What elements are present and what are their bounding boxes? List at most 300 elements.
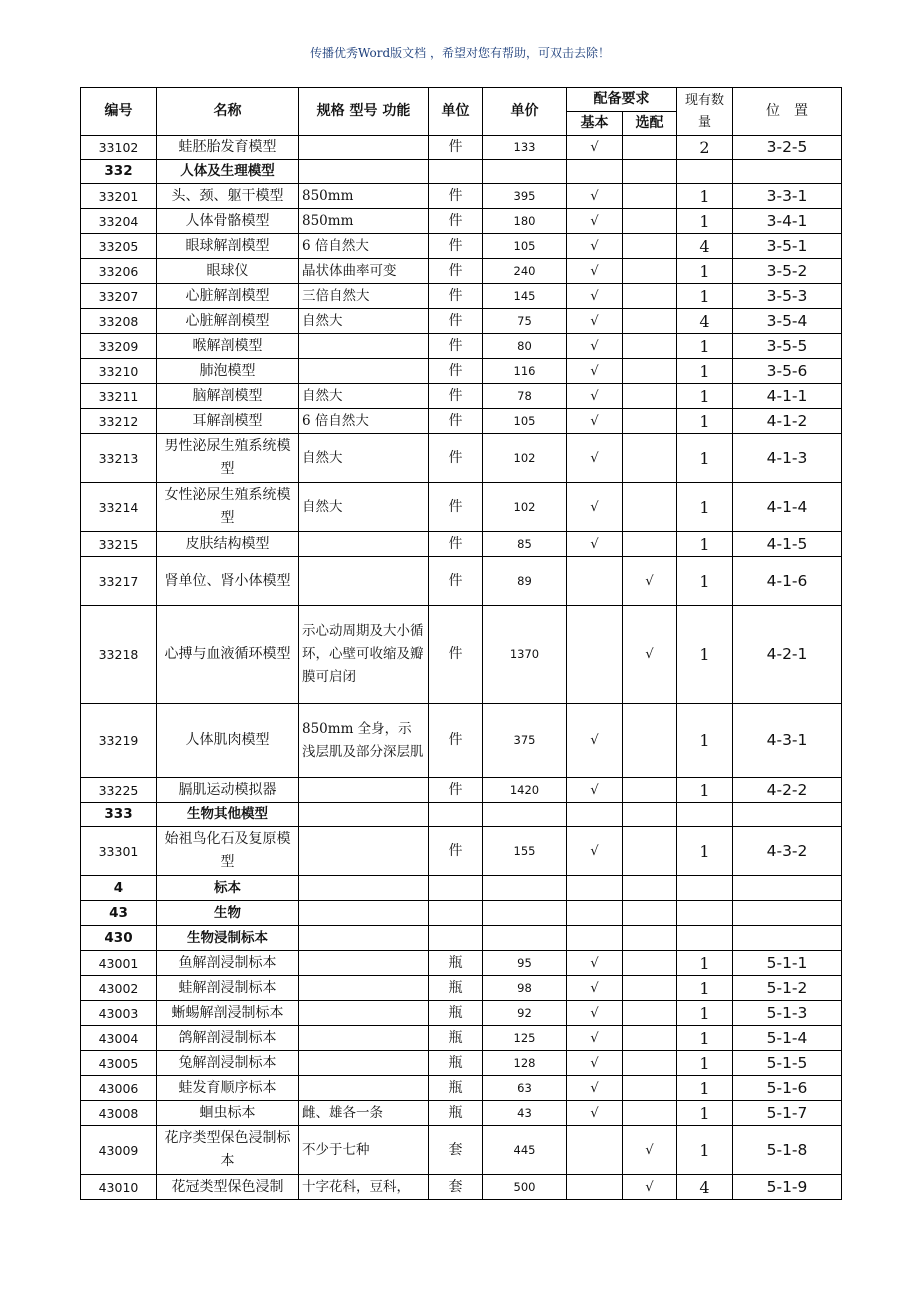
price-cell xyxy=(483,876,567,901)
unit-cell: 件 xyxy=(429,827,483,876)
name-cell: 花冠类型保色浸制 xyxy=(157,1175,299,1200)
position-cell: 5-1-5 xyxy=(733,1051,842,1076)
header-quantity: 现有数量 xyxy=(677,88,733,136)
basic-check-cell: √ xyxy=(567,951,623,976)
name-cell: 蛙发育顺序标本 xyxy=(157,1076,299,1101)
basic-check-cell: √ xyxy=(567,234,623,259)
spec-cell xyxy=(299,1076,429,1101)
quantity-cell: 1 xyxy=(677,532,733,557)
price-cell: 92 xyxy=(483,1001,567,1026)
spec-cell xyxy=(299,976,429,1001)
quantity-cell xyxy=(677,803,733,827)
spec-cell: 十字花科，豆科， xyxy=(299,1175,429,1200)
page-banner: 传播优秀Word版文档 ，希望对您有帮助，可双击去除！ xyxy=(310,46,610,60)
header-basic: 基本 xyxy=(567,112,623,136)
quantity-cell: 1 xyxy=(677,557,733,606)
table-row xyxy=(81,1001,842,1026)
inventory-table xyxy=(80,87,842,1200)
code-cell: 33205 xyxy=(81,234,157,259)
table-row xyxy=(81,209,842,234)
optional-check-cell: √ xyxy=(623,1175,677,1200)
unit-cell: 瓶 xyxy=(429,976,483,1001)
table-row xyxy=(81,951,842,976)
price-cell: 180 xyxy=(483,209,567,234)
code-cell: 43 xyxy=(81,901,157,926)
code-cell: 33219 xyxy=(81,704,157,778)
name-cell: 皮肤结构模型 xyxy=(157,532,299,557)
table-row xyxy=(81,409,842,434)
table-row xyxy=(81,1101,842,1126)
unit-cell: 件 xyxy=(429,532,483,557)
position-cell: 4-1-4 xyxy=(733,483,842,532)
code-cell: 33215 xyxy=(81,532,157,557)
header-price: 单价 xyxy=(483,88,567,136)
position-cell xyxy=(733,901,842,926)
basic-check-cell: √ xyxy=(567,136,623,160)
position-cell: 3-5-6 xyxy=(733,359,842,384)
unit-cell: 件 xyxy=(429,184,483,209)
optional-check-cell xyxy=(623,827,677,876)
quantity-cell xyxy=(677,876,733,901)
quantity-cell: 1 xyxy=(677,209,733,234)
optional-check-cell xyxy=(623,184,677,209)
position-cell: 5-1-7 xyxy=(733,1101,842,1126)
name-cell: 耳解剖模型 xyxy=(157,409,299,434)
code-cell: 43010 xyxy=(81,1175,157,1200)
code-cell: 43008 xyxy=(81,1101,157,1126)
basic-check-cell: √ xyxy=(567,284,623,309)
table-row xyxy=(81,1076,842,1101)
unit-cell: 瓶 xyxy=(429,1001,483,1026)
code-cell: 33208 xyxy=(81,309,157,334)
price-cell: 75 xyxy=(483,309,567,334)
position-cell: 3-5-5 xyxy=(733,334,842,359)
name-cell: 生物浸制标本 xyxy=(157,926,299,951)
spec-cell: 示心动周期及大小循环，心壁可收缩及瓣膜可启闭 xyxy=(299,606,429,704)
basic-check-cell: √ xyxy=(567,409,623,434)
spec-cell xyxy=(299,951,429,976)
quantity-cell: 1 xyxy=(677,827,733,876)
price-cell: 375 xyxy=(483,704,567,778)
unit-cell: 件 xyxy=(429,259,483,284)
position-cell: 3-5-3 xyxy=(733,284,842,309)
name-cell: 头、颈、躯干模型 xyxy=(157,184,299,209)
quantity-cell: 1 xyxy=(677,284,733,309)
price-cell: 128 xyxy=(483,1051,567,1076)
optional-check-cell xyxy=(623,234,677,259)
basic-check-cell xyxy=(567,606,623,704)
position-cell: 4-1-1 xyxy=(733,384,842,409)
optional-check-cell xyxy=(623,976,677,1001)
optional-check-cell xyxy=(623,1076,677,1101)
code-cell: 43001 xyxy=(81,951,157,976)
basic-check-cell: √ xyxy=(567,778,623,803)
quantity-cell: 1 xyxy=(677,704,733,778)
code-cell: 332 xyxy=(81,160,157,184)
quantity-cell xyxy=(677,901,733,926)
table-row xyxy=(81,1175,842,1200)
basic-check-cell: √ xyxy=(567,334,623,359)
basic-check-cell: √ xyxy=(567,1026,623,1051)
spec-cell xyxy=(299,160,429,184)
basic-check-cell: √ xyxy=(567,1101,623,1126)
basic-check-cell: √ xyxy=(567,209,623,234)
unit-cell: 瓶 xyxy=(429,951,483,976)
unit-cell: 套 xyxy=(429,1175,483,1200)
unit-cell: 件 xyxy=(429,359,483,384)
quantity-cell: 1 xyxy=(677,434,733,483)
spec-cell xyxy=(299,901,429,926)
spec-cell xyxy=(299,532,429,557)
optional-check-cell: √ xyxy=(623,1126,677,1175)
table-row xyxy=(81,334,842,359)
quantity-cell: 2 xyxy=(677,136,733,160)
unit-cell xyxy=(429,160,483,184)
unit-cell: 件 xyxy=(429,284,483,309)
position-cell: 4-1-6 xyxy=(733,557,842,606)
position-cell: 4-1-2 xyxy=(733,409,842,434)
basic-check-cell: √ xyxy=(567,827,623,876)
unit-cell xyxy=(429,901,483,926)
unit-cell: 件 xyxy=(429,557,483,606)
price-cell: 116 xyxy=(483,359,567,384)
quantity-cell: 1 xyxy=(677,606,733,704)
name-cell: 人体肌肉模型 xyxy=(157,704,299,778)
spec-cell: 6 倍自然大 xyxy=(299,409,429,434)
unit-cell: 瓶 xyxy=(429,1101,483,1126)
table-row xyxy=(81,384,842,409)
header-spec: 规格 型号 功能 xyxy=(299,88,429,136)
quantity-cell: 1 xyxy=(677,409,733,434)
spec-cell: 不少于七种 xyxy=(299,1126,429,1175)
quantity-cell: 4 xyxy=(677,1175,733,1200)
code-cell: 43004 xyxy=(81,1026,157,1051)
price-cell: 102 xyxy=(483,434,567,483)
optional-check-cell xyxy=(623,1051,677,1076)
price-cell: 98 xyxy=(483,976,567,1001)
price-cell: 43 xyxy=(483,1101,567,1126)
quantity-cell: 1 xyxy=(677,1126,733,1175)
price-cell: 240 xyxy=(483,259,567,284)
optional-check-cell xyxy=(623,483,677,532)
name-cell: 人体骨骼模型 xyxy=(157,209,299,234)
price-cell: 125 xyxy=(483,1026,567,1051)
spec-cell xyxy=(299,557,429,606)
table-body xyxy=(81,136,842,1200)
name-cell: 眼球解剖模型 xyxy=(157,234,299,259)
spec-cell: 三倍自然大 xyxy=(299,284,429,309)
code-cell: 33201 xyxy=(81,184,157,209)
basic-check-cell: √ xyxy=(567,309,623,334)
basic-check-cell: √ xyxy=(567,483,623,532)
table-row xyxy=(81,778,842,803)
basic-check-cell xyxy=(567,557,623,606)
name-cell: 喉解剖模型 xyxy=(157,334,299,359)
table-row xyxy=(81,483,842,532)
code-cell: 4 xyxy=(81,876,157,901)
table-row xyxy=(81,309,842,334)
position-cell xyxy=(733,160,842,184)
price-cell xyxy=(483,901,567,926)
quantity-cell xyxy=(677,160,733,184)
code-cell: 43006 xyxy=(81,1076,157,1101)
price-cell: 89 xyxy=(483,557,567,606)
code-cell: 43009 xyxy=(81,1126,157,1175)
quantity-cell: 1 xyxy=(677,184,733,209)
name-cell: 脑解剖模型 xyxy=(157,384,299,409)
quantity-cell: 1 xyxy=(677,1026,733,1051)
name-cell: 人体及生理模型 xyxy=(157,160,299,184)
basic-check-cell xyxy=(567,1175,623,1200)
code-cell: 33211 xyxy=(81,384,157,409)
code-cell: 33217 xyxy=(81,557,157,606)
spec-cell: 自然大 xyxy=(299,309,429,334)
quantity-cell: 1 xyxy=(677,384,733,409)
quantity-cell: 1 xyxy=(677,1001,733,1026)
category-row xyxy=(81,901,842,926)
price-cell xyxy=(483,926,567,951)
name-cell: 鸽解剖浸制标本 xyxy=(157,1026,299,1051)
quantity-cell: 1 xyxy=(677,951,733,976)
spec-cell: 晶状体曲率可变 xyxy=(299,259,429,284)
position-cell: 4-2-1 xyxy=(733,606,842,704)
basic-check-cell xyxy=(567,803,623,827)
position-cell: 5-1-1 xyxy=(733,951,842,976)
spec-cell: 6 倍自然大 xyxy=(299,234,429,259)
spec-cell: 雌、雄各一条 xyxy=(299,1101,429,1126)
basic-check-cell: √ xyxy=(567,184,623,209)
name-cell: 蛔虫标本 xyxy=(157,1101,299,1126)
unit-cell: 件 xyxy=(429,234,483,259)
code-cell: 33206 xyxy=(81,259,157,284)
position-cell: 5-1-4 xyxy=(733,1026,842,1051)
basic-check-cell xyxy=(567,926,623,951)
price-cell: 78 xyxy=(483,384,567,409)
unit-cell: 件 xyxy=(429,334,483,359)
unit-cell: 件 xyxy=(429,209,483,234)
optional-check-cell xyxy=(623,778,677,803)
position-cell xyxy=(733,876,842,901)
basic-check-cell: √ xyxy=(567,1051,623,1076)
position-cell: 5-1-6 xyxy=(733,1076,842,1101)
optional-check-cell xyxy=(623,259,677,284)
position-cell: 3-5-1 xyxy=(733,234,842,259)
category-row xyxy=(81,876,842,901)
spec-cell xyxy=(299,827,429,876)
price-cell: 1420 xyxy=(483,778,567,803)
header-requirement: 配备要求 xyxy=(567,88,677,112)
name-cell: 鱼解剖浸制标本 xyxy=(157,951,299,976)
category-row xyxy=(81,926,842,951)
code-cell: 33210 xyxy=(81,359,157,384)
basic-check-cell: √ xyxy=(567,1076,623,1101)
spec-cell xyxy=(299,359,429,384)
price-cell xyxy=(483,803,567,827)
position-cell: 5-1-8 xyxy=(733,1126,842,1175)
price-cell xyxy=(483,160,567,184)
table-row xyxy=(81,827,842,876)
unit-cell: 件 xyxy=(429,136,483,160)
name-cell: 膈肌运动模拟器 xyxy=(157,778,299,803)
quantity-cell: 1 xyxy=(677,483,733,532)
name-cell: 男性泌尿生殖系统模型 xyxy=(157,434,299,483)
basic-check-cell xyxy=(567,1126,623,1175)
price-cell: 102 xyxy=(483,483,567,532)
spec-cell xyxy=(299,803,429,827)
optional-check-cell: √ xyxy=(623,606,677,704)
quantity-cell: 1 xyxy=(677,976,733,1001)
table-row xyxy=(81,136,842,160)
position-cell xyxy=(733,926,842,951)
name-cell: 始祖鸟化石及复原模型 xyxy=(157,827,299,876)
optional-check-cell xyxy=(623,803,677,827)
code-cell: 33212 xyxy=(81,409,157,434)
name-cell: 蛙解剖浸制标本 xyxy=(157,976,299,1001)
price-cell: 500 xyxy=(483,1175,567,1200)
price-cell: 145 xyxy=(483,284,567,309)
table-row xyxy=(81,704,842,778)
spec-cell: 自然大 xyxy=(299,483,429,532)
table-row xyxy=(81,259,842,284)
optional-check-cell xyxy=(623,1001,677,1026)
position-cell: 5-1-2 xyxy=(733,976,842,1001)
header-unit: 单位 xyxy=(429,88,483,136)
unit-cell: 件 xyxy=(429,606,483,704)
name-cell: 兔解剖浸制标本 xyxy=(157,1051,299,1076)
position-cell: 5-1-3 xyxy=(733,1001,842,1026)
optional-check-cell xyxy=(623,532,677,557)
position-cell: 4-1-5 xyxy=(733,532,842,557)
optional-check-cell xyxy=(623,309,677,334)
price-cell: 1370 xyxy=(483,606,567,704)
position-cell xyxy=(733,803,842,827)
price-cell: 105 xyxy=(483,234,567,259)
code-cell: 333 xyxy=(81,803,157,827)
spec-cell: 850mm xyxy=(299,209,429,234)
name-cell: 肺泡模型 xyxy=(157,359,299,384)
position-cell: 4-3-1 xyxy=(733,704,842,778)
quantity-cell: 4 xyxy=(677,234,733,259)
spec-cell xyxy=(299,1026,429,1051)
optional-check-cell xyxy=(623,876,677,901)
table-row xyxy=(81,234,842,259)
name-cell: 蛙胚胎发育模型 xyxy=(157,136,299,160)
position-cell: 4-3-2 xyxy=(733,827,842,876)
quantity-cell xyxy=(677,926,733,951)
name-cell: 心脏解剖模型 xyxy=(157,284,299,309)
quantity-cell: 1 xyxy=(677,1101,733,1126)
unit-cell: 套 xyxy=(429,1126,483,1175)
quantity-cell: 1 xyxy=(677,359,733,384)
unit-cell: 瓶 xyxy=(429,1026,483,1051)
spec-cell xyxy=(299,778,429,803)
quantity-cell: 1 xyxy=(677,1051,733,1076)
optional-check-cell xyxy=(623,951,677,976)
unit-cell: 件 xyxy=(429,434,483,483)
name-cell: 女性泌尿生殖系统模型 xyxy=(157,483,299,532)
code-cell: 43005 xyxy=(81,1051,157,1076)
price-cell: 445 xyxy=(483,1126,567,1175)
code-cell: 33218 xyxy=(81,606,157,704)
quantity-cell: 1 xyxy=(677,778,733,803)
optional-check-cell xyxy=(623,1101,677,1126)
optional-check-cell xyxy=(623,926,677,951)
price-cell: 63 xyxy=(483,1076,567,1101)
basic-check-cell: √ xyxy=(567,704,623,778)
code-cell: 33207 xyxy=(81,284,157,309)
table-row xyxy=(81,284,842,309)
basic-check-cell: √ xyxy=(567,1001,623,1026)
optional-check-cell xyxy=(623,334,677,359)
header-name: 名称 xyxy=(157,88,299,136)
spec-cell xyxy=(299,1001,429,1026)
category-row xyxy=(81,803,842,827)
table-row xyxy=(81,184,842,209)
unit-cell xyxy=(429,926,483,951)
basic-check-cell: √ xyxy=(567,532,623,557)
unit-cell: 件 xyxy=(429,778,483,803)
spec-cell: 自然大 xyxy=(299,384,429,409)
quantity-cell: 1 xyxy=(677,334,733,359)
unit-cell: 件 xyxy=(429,409,483,434)
price-cell: 85 xyxy=(483,532,567,557)
quantity-cell: 4 xyxy=(677,309,733,334)
unit-cell xyxy=(429,803,483,827)
position-cell: 3-5-2 xyxy=(733,259,842,284)
price-cell: 395 xyxy=(483,184,567,209)
spec-cell xyxy=(299,334,429,359)
name-cell: 肾单位、肾小体模型 xyxy=(157,557,299,606)
name-cell: 眼球仪 xyxy=(157,259,299,284)
name-cell: 蜥蜴解剖浸制标本 xyxy=(157,1001,299,1026)
name-cell: 心搏与血液循环模型 xyxy=(157,606,299,704)
price-cell: 80 xyxy=(483,334,567,359)
price-cell: 155 xyxy=(483,827,567,876)
table-row xyxy=(81,557,842,606)
table-row xyxy=(81,1126,842,1175)
table-row xyxy=(81,606,842,704)
table-row xyxy=(81,1051,842,1076)
quantity-cell: 1 xyxy=(677,1076,733,1101)
optional-check-cell xyxy=(623,160,677,184)
optional-check-cell: √ xyxy=(623,557,677,606)
basic-check-cell xyxy=(567,901,623,926)
position-cell: 3-4-1 xyxy=(733,209,842,234)
header-code: 编号 xyxy=(81,88,157,136)
code-cell: 33214 xyxy=(81,483,157,532)
optional-check-cell xyxy=(623,704,677,778)
spec-cell xyxy=(299,926,429,951)
unit-cell: 瓶 xyxy=(429,1051,483,1076)
name-cell: 标本 xyxy=(157,876,299,901)
optional-check-cell xyxy=(623,209,677,234)
unit-cell: 件 xyxy=(429,384,483,409)
position-cell: 4-2-2 xyxy=(733,778,842,803)
basic-check-cell: √ xyxy=(567,434,623,483)
basic-check-cell: √ xyxy=(567,259,623,284)
spec-cell: 850mm xyxy=(299,184,429,209)
position-cell: 3-5-4 xyxy=(733,309,842,334)
code-cell: 33213 xyxy=(81,434,157,483)
spec-cell xyxy=(299,876,429,901)
position-cell: 4-1-3 xyxy=(733,434,842,483)
table-row xyxy=(81,1026,842,1051)
position-cell: 3-3-1 xyxy=(733,184,842,209)
price-cell: 105 xyxy=(483,409,567,434)
optional-check-cell xyxy=(623,409,677,434)
optional-check-cell xyxy=(623,284,677,309)
spec-cell xyxy=(299,136,429,160)
